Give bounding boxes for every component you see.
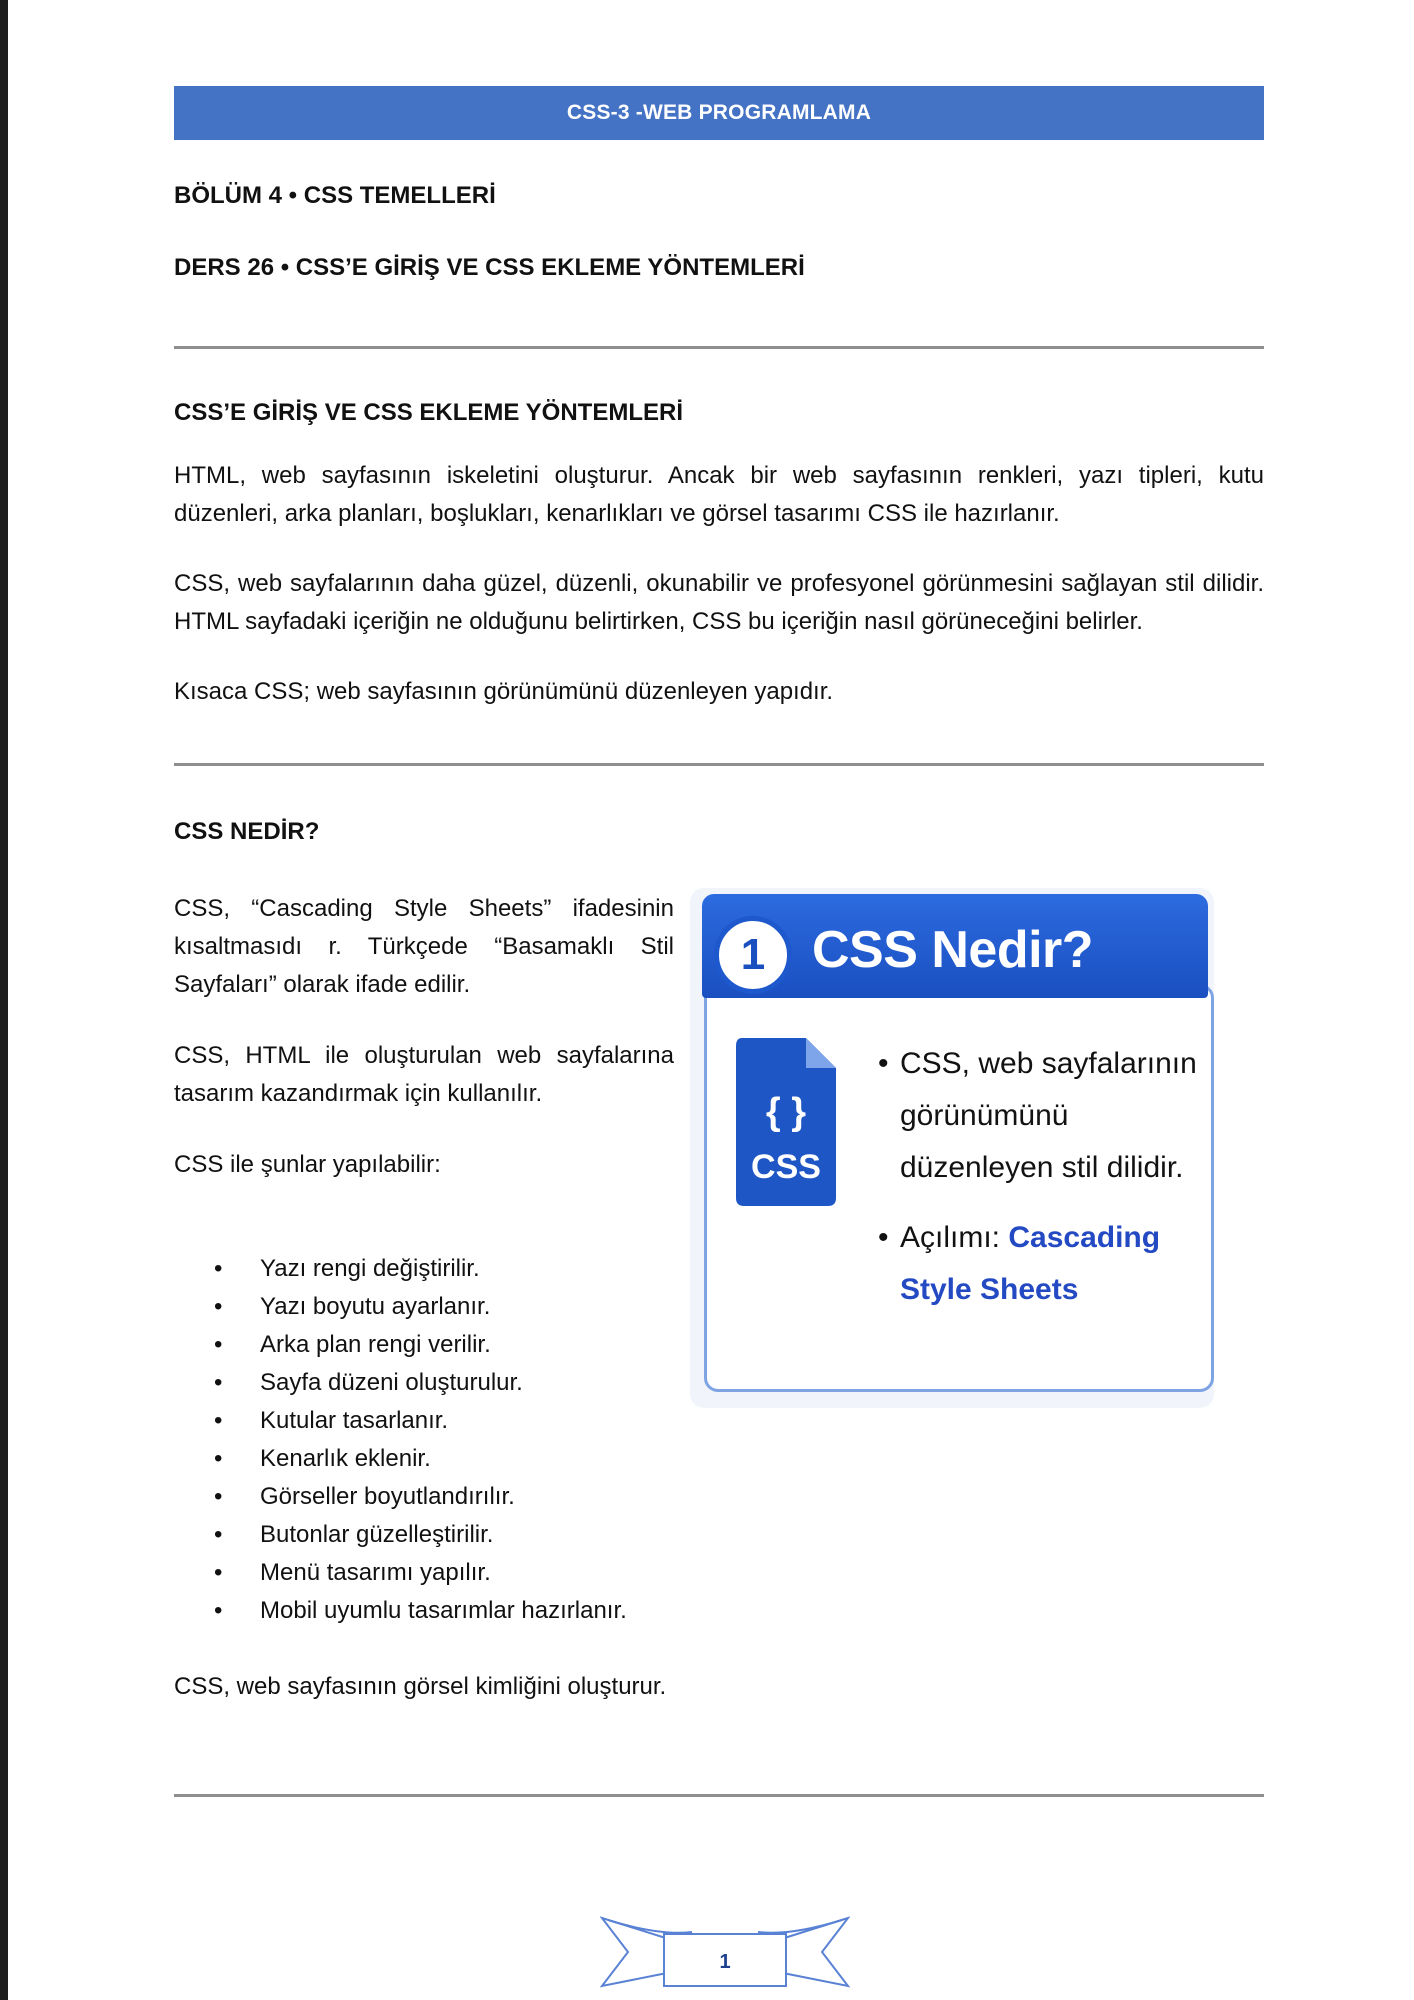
card-list — [878, 1038, 1198, 1316]
list-item: • Sayfa düzeni oluşturulur. — [214, 1364, 734, 1402]
card-item — [878, 1038, 1198, 1194]
list-item: • Butonlar güzelleştirilir. — [214, 1516, 734, 1554]
list-item: • Görseller boyutlandırılır. — [214, 1478, 734, 1516]
divider — [174, 346, 1264, 349]
feature-list-wrap — [174, 1250, 734, 1706]
css-label: CSS — [751, 1148, 821, 1186]
list-item: • Yazı boyutu ayarlanır. — [214, 1288, 734, 1326]
lesson-heading: DERS 26 • CSS’E GİRİŞ VE CSS EKLEME YÖNTEMLERİ — [174, 254, 805, 281]
list-item: • Kutular tasarlanır. — [214, 1402, 734, 1440]
paragraph: CSS, HTML ile oluşturulan web sayfalarına tasarım kazandırmak için kullanılır. — [174, 1042, 674, 1107]
paragraph: Kısaca CSS; web sayfasının görünümünü düzenleyen yapıdır. — [174, 678, 834, 705]
two-column-section — [174, 890, 1264, 1710]
card-item-accent: Cascading Style Sheets — [900, 1221, 1161, 1306]
list-item: • Mobil uyumlu tasarımlar hazırlanır. — [214, 1592, 734, 1630]
document-page — [174, 86, 1264, 1710]
paragraph: CSS, web sayfalarının daha güzel, düzenli, okunabilir ve profesyonel görünmesini sağlayan stil dilidir. HTML sayfadaki içeriğin ne olduğunu belirtirken, CSS bu içeriğin nasıl görüneceğini belirler. — [174, 570, 1264, 635]
card-item — [878, 1212, 1198, 1316]
page-number-ribbon — [600, 1910, 850, 1994]
summary-paragraph: CSS, web sayfasının görsel kimliğini oluşturur. — [174, 1673, 667, 1700]
left-page-edge — [0, 0, 8, 2000]
css-nedir-card — [690, 888, 1214, 1408]
card-header — [702, 894, 1208, 998]
paragraph: HTML, web sayfasının iskeletini oluşturur. Ancak bir web sayfasının renkleri, yazı tipleri, kutu düzenleri, arka planları, boşlukları, kenarlıkları ve görsel tasarımı CSS ile hazırlanır. — [174, 462, 1264, 527]
list-item: • Arka plan rengi verilir. — [214, 1326, 734, 1364]
list-item: • Menü tasarımı yapılır. — [214, 1554, 734, 1592]
number-badge: 1 — [714, 916, 792, 994]
css-file-icon — [736, 1038, 836, 1206]
paragraph: CSS, “Cascading Style Sheets” ifadesinin kısaltmasıdı r. Türkçede “Basamaklı Stil Sayfaları” olarak ifade edilir. — [174, 895, 674, 998]
divider — [174, 763, 1264, 766]
header-bar: CSS-3 -WEB PROGRAMLAMA — [174, 86, 1264, 140]
feature-list — [174, 1250, 734, 1630]
paragraph: CSS ile şunlar yapılabilir: — [174, 1151, 441, 1178]
chapter-heading: BÖLÜM 4 • CSS TEMELLERİ — [174, 182, 496, 209]
list-item: • Yazı rengi değiştirilir. — [214, 1250, 734, 1288]
left-column — [174, 890, 674, 1184]
section-title-intro: CSS’E GİRİŞ VE CSS EKLEME YÖNTEMLERİ — [174, 399, 683, 426]
braces-glyph: { } — [765, 1091, 807, 1133]
divider — [174, 1794, 1264, 1797]
card-item-prefix: Açılımı: — [900, 1221, 1009, 1254]
card-item-text: CSS, web sayfalarının görünümünü düzenleyen stil dilidir. — [900, 1047, 1197, 1184]
card-title: CSS Nedir? — [812, 921, 1094, 979]
section-title-css-nedir: CSS NEDİR? — [174, 818, 320, 845]
list-item: • Kenarlık eklenir. — [214, 1440, 734, 1478]
page-number: 1 — [719, 1951, 731, 1973]
